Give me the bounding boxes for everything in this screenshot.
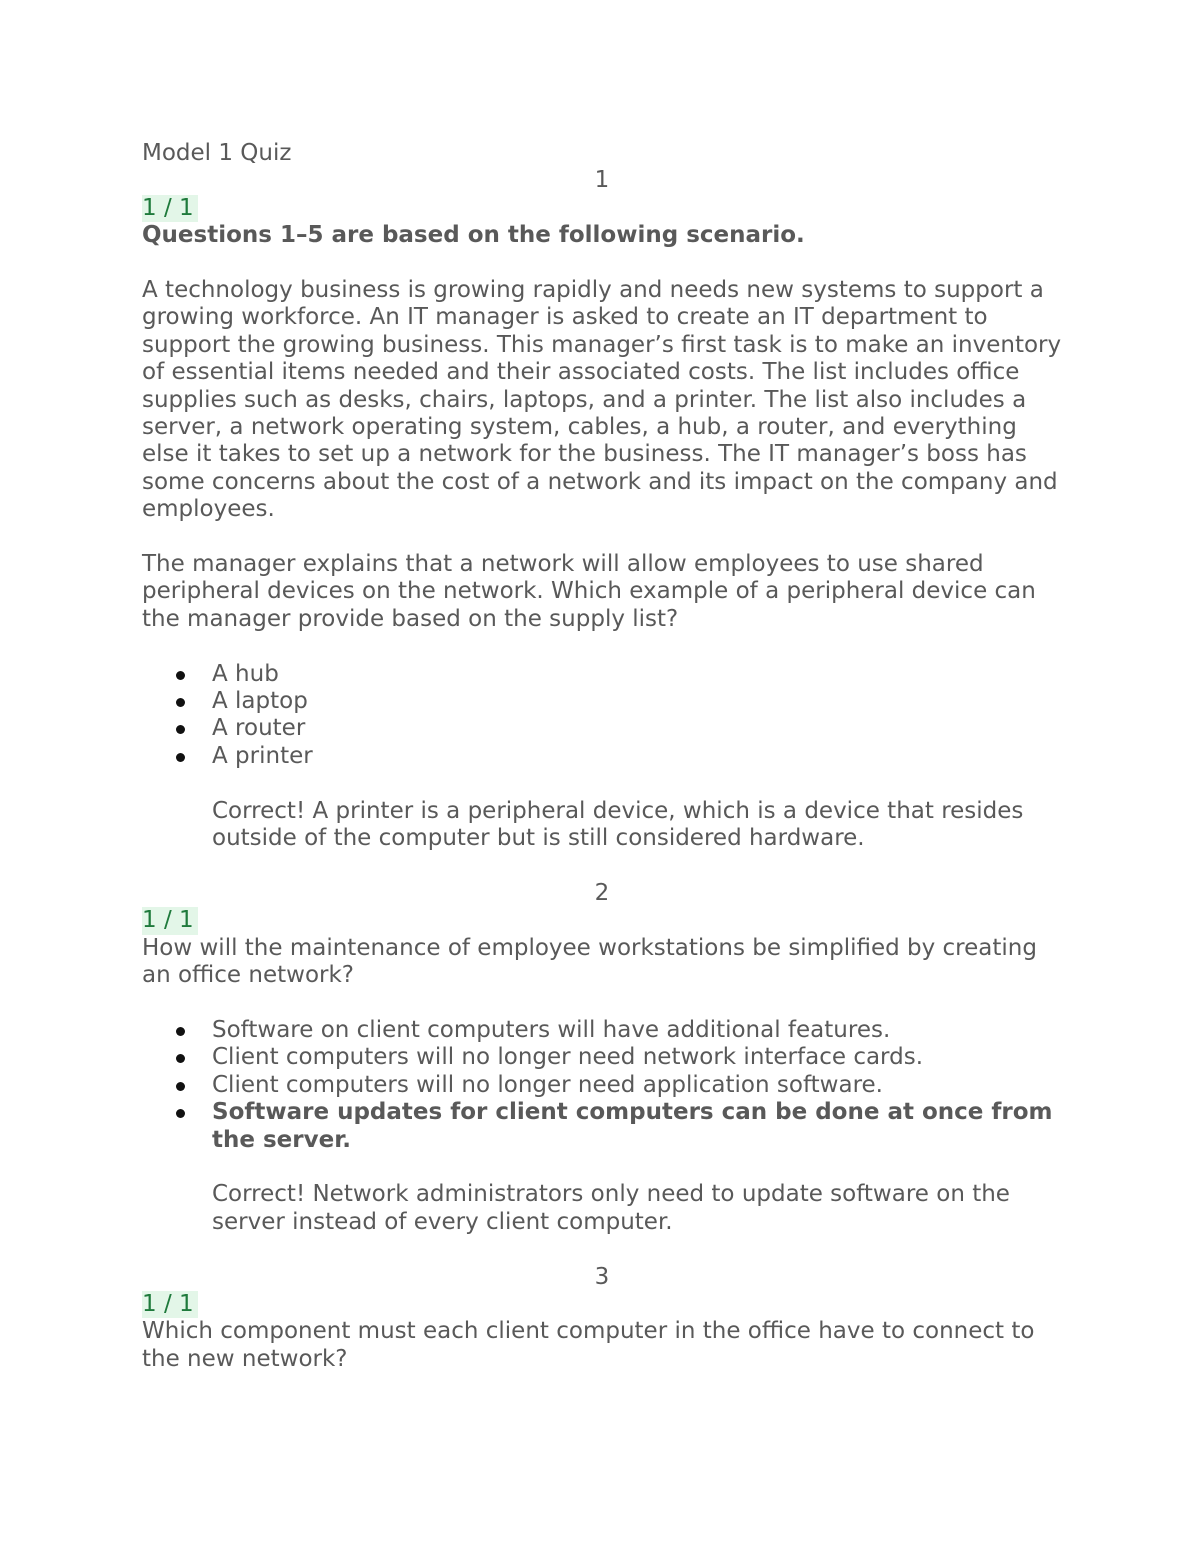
question-2	[142, 880, 1062, 1264]
question-1	[142, 167, 1062, 879]
option-label: A router	[212, 715, 306, 742]
score-badge: 1 / 1	[142, 907, 198, 934]
bullet-icon	[176, 1082, 185, 1091]
bullet-icon	[176, 1109, 185, 1118]
question-number: 1	[594, 167, 610, 194]
bullet-icon	[176, 725, 185, 734]
answer-option[interactable]	[142, 1017, 1062, 1044]
option-label: Software on client computers will have additional features.	[212, 1016, 891, 1043]
bullet-icon	[176, 1027, 185, 1036]
question-prompt: Which component must each client computer in the office have to connect to the new network?	[142, 1318, 1035, 1372]
bullet-icon	[176, 671, 185, 680]
answer-feedback: Correct! A printer is a peripheral device, which is a device that resides outside of the computer but is still considered hardware.	[212, 797, 1024, 852]
answer-options	[142, 661, 1062, 771]
answer-option[interactable]	[142, 688, 1062, 715]
answer-feedback: Correct! Network administrators only need to update software on the server instead of every client computer.	[212, 1181, 1010, 1235]
scenario-text: A technology business is growing rapidly and needs new systems to support a growing workforce. An IT manager is asked to create an IT department to support the growing business. This manager’s first task is to make an inventory of essential items needed and their associated costs. The list includes office supplies such as desks, chairs, laptops, and a printer. The list also includes a server, a network operating system, cables, a hub, a router, and everything else it takes to set up a network for the business. The IT manager’s boss has some concerns about the cost of a network and its impact on the company and employees.	[142, 277, 1062, 523]
question-prompt: How will the maintenance of employee workstations be simplified by creating an office network?	[142, 934, 1037, 989]
answer-option-selected[interactable]	[142, 1099, 1062, 1154]
answer-options	[142, 1017, 1062, 1154]
option-label: A printer	[212, 742, 313, 769]
answer-option[interactable]	[142, 1072, 1062, 1099]
option-label: A hub	[212, 660, 279, 687]
score-badge: 1 / 1	[142, 1291, 198, 1318]
answer-option[interactable]	[142, 743, 1062, 770]
bullet-icon	[176, 698, 185, 707]
option-label: A laptop	[212, 688, 308, 715]
bullet-icon	[176, 1054, 185, 1063]
question-number: 2	[594, 879, 610, 906]
option-label: Software updates for client computers can be done at once from the server.	[212, 1099, 1053, 1153]
question-prompt: The manager explains that a network will allow employees to use shared peripheral devices on the network. Which example of a peripheral device can the manager provide based on the supply list?	[142, 551, 1036, 632]
scenario-heading: Questions 1–5 are based on the following scenario.	[142, 222, 805, 249]
option-label: Client computers will no longer need application software.	[212, 1071, 883, 1098]
bullet-icon	[176, 753, 185, 762]
answer-option[interactable]	[142, 1044, 1062, 1071]
score-badge: 1 / 1	[142, 195, 198, 222]
question-3	[142, 1264, 1062, 1374]
answer-option[interactable]	[142, 661, 1062, 688]
answer-option[interactable]	[142, 715, 1062, 742]
question-number: 3	[594, 1263, 610, 1290]
document-page	[142, 140, 1062, 1373]
option-label: Client computers will no longer need network interface cards.	[212, 1044, 924, 1071]
document-title: Model 1 Quiz	[142, 140, 292, 166]
